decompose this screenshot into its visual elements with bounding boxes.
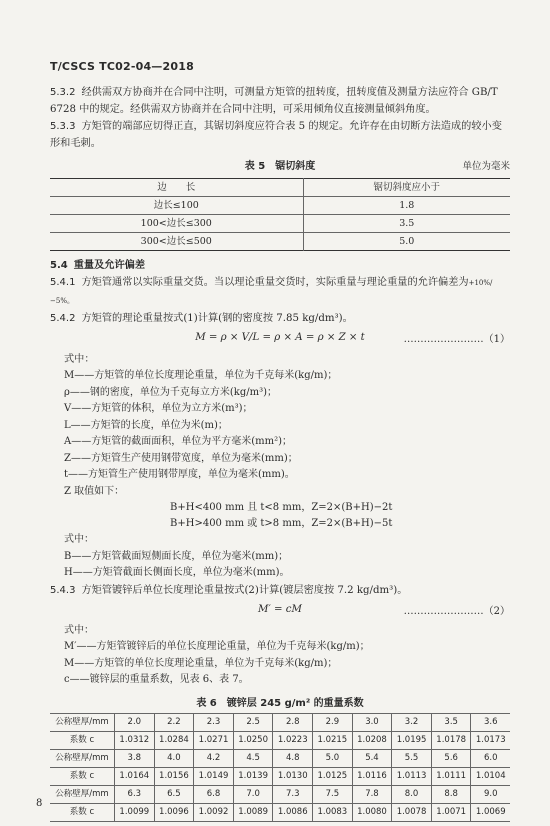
table-cell: 1.0083	[313, 803, 353, 821]
table-cell: 2.2	[154, 713, 194, 731]
row-label: 公称壁厚/mm	[50, 713, 115, 731]
table-header-cell: 锯切斜度应小于	[303, 179, 510, 197]
definition-item: M′——方矩管镀锌后的单位长度理论重量，单位为千克每米(kg/m)；	[64, 641, 370, 652]
table-cell: 1.0099	[115, 803, 155, 821]
table-cell: 1.0089	[233, 803, 273, 821]
thickness-row	[50, 713, 510, 731]
table-cell: 1.0092	[194, 803, 234, 821]
clause-number: 5.4.2	[50, 313, 76, 324]
table-cell: 3.5	[431, 713, 471, 731]
table-cell: 4.8	[273, 749, 313, 767]
table-cell: 1.0069	[471, 803, 510, 821]
table-cell: 5.4	[352, 749, 392, 767]
table-cell: 1.0139	[233, 767, 273, 785]
table-cell: 7.8	[352, 785, 392, 803]
formula-expression: M′ = cM	[258, 603, 302, 615]
table-cell: 1.0195	[392, 731, 432, 749]
table-cell: 100<边长≤300	[50, 215, 303, 233]
table-cell: 1.0104	[471, 767, 510, 785]
table-cell: 1.0271	[194, 731, 234, 749]
table5	[50, 178, 510, 251]
clause-text: 方矩管镀锌后单位长度理论重量按式(2)计算(镀层密度按 7.2 kg/dm³)。	[81, 584, 408, 596]
thickness-row	[50, 749, 510, 767]
table-row	[50, 233, 510, 251]
table-cell: 1.0080	[352, 803, 392, 821]
table-cell: 1.0130	[273, 767, 313, 785]
table-cell: 1.0208	[352, 731, 392, 749]
table6-body	[50, 713, 510, 821]
table-cell: 1.0096	[154, 803, 194, 821]
clause-text: 经供需双方协商并在合同中注明，可测量方矩管的扭转度，扭转度值及测量方法应符合 GB/T 6728 中的规定。经供需双方协商并在合同中注明，可采用倾角仪直接测量倾斜角度。	[50, 87, 498, 115]
table-cell: 7.3	[273, 785, 313, 803]
where-label: 式中：	[64, 534, 94, 545]
formula-number: ……………………（2）	[403, 605, 510, 617]
definition-item: c——镀锌层的重量系数，见表 6、表 7。	[64, 674, 249, 685]
where-label: 式中：	[64, 354, 95, 365]
definition-item: L——方矩管的长度，单位为米(m)；	[64, 419, 228, 431]
table-header-cell: 边 长	[50, 179, 303, 197]
table-cell: 1.0178	[431, 731, 471, 749]
definitions-3	[50, 623, 510, 689]
clause-number: 5.3.2	[50, 87, 76, 98]
section-5-4-heading	[50, 257, 510, 274]
table-cell: 8.8	[431, 785, 471, 803]
definitions-2	[50, 532, 510, 582]
table-cell: 1.8	[303, 197, 510, 215]
formula-2	[50, 601, 510, 621]
formula-expression: M = ρ × V/L = ρ × A = ρ × Z × t	[195, 332, 365, 343]
clause-text: 方矩管通常以实际重量交货。当以理论重量交货时，实际重量与理论重量的允许偏差为	[81, 277, 469, 288]
row-label: 系数 c	[50, 767, 115, 785]
table-cell: 1.0250	[233, 731, 273, 749]
definition-item: t——方矩管生产使用钢带厚度，单位为毫米(mm)。	[64, 469, 295, 480]
table-cell: 6.8	[194, 785, 234, 803]
table-cell: 1.0223	[273, 731, 313, 749]
clause-number: 5.3.3	[50, 121, 76, 132]
clause-5-3-2	[50, 84, 510, 118]
row-label: 系数 c	[50, 803, 115, 821]
formula-number: ……………………（1）	[403, 334, 510, 345]
row-label: 系数 c	[50, 731, 115, 749]
table-cell: 1.0156	[154, 767, 194, 785]
table-cell: 2.0	[115, 713, 155, 731]
clause-number: 5.4.3	[50, 584, 76, 596]
table-cell: 7.5	[313, 785, 353, 803]
table6	[50, 713, 510, 822]
table-cell: 2.9	[313, 713, 353, 731]
table-cell: 300<边长≤500	[50, 233, 303, 251]
table-cell: 2.5	[233, 713, 273, 731]
table-cell: 3.8	[115, 749, 155, 767]
table-cell: 3.2	[392, 713, 432, 731]
table-cell: 1.0113	[392, 767, 432, 785]
clause-text: 方矩管的端部应切得正直，其锯切斜度应符合表 5 的规定。允许存在由切断方法造成的较小变形和毛刺。	[50, 121, 502, 149]
table-cell: 4.2	[194, 749, 234, 767]
section-title: 重量及允许偏差	[73, 260, 146, 271]
table-cell: 1.0149	[194, 767, 234, 785]
table-cell: 8.0	[392, 785, 432, 803]
page-number: 8	[36, 798, 43, 809]
definition-item: M——方矩管的单位长度理论重量，单位为千克每米(kg/m)；	[64, 370, 338, 381]
section-number: 5.4	[50, 260, 68, 271]
table-cell: 4.0	[154, 749, 194, 767]
table-cell: 5.0	[313, 749, 353, 767]
definitions-1	[50, 368, 510, 500]
definition-item: B——方矩管截面短侧面长度，单位为毫米(mm)；	[64, 550, 289, 562]
table-cell: 1.0164	[115, 767, 155, 785]
table-cell: 3.5	[303, 215, 510, 233]
row-label: 公称壁厚/mm	[50, 785, 115, 803]
table-cell: 6.5	[154, 785, 194, 803]
table-cell: 1.0078	[392, 803, 432, 821]
table-cell: 2.8	[273, 713, 313, 731]
table-cell: 1.0086	[273, 803, 313, 821]
where-label: 式中：	[64, 624, 94, 636]
table6-caption: 表 6 镀锌层 245 g/m² 的重量系数	[196, 697, 364, 709]
tolerance-value: +10%/−5%。	[50, 279, 493, 305]
table-cell: 1.0284	[154, 731, 194, 749]
table-cell: 1.0173	[471, 731, 510, 749]
table-cell: 6.0	[471, 749, 510, 767]
definition-item: A——方矩管的截面面积，单位为平方毫米(mm²)；	[64, 436, 292, 447]
coefficient-row	[50, 731, 510, 749]
table-cell: 边长≤100	[50, 197, 303, 215]
clause-number: 5.4.1	[50, 277, 76, 288]
table-row	[50, 215, 510, 233]
table5-unit: 单位为毫米	[462, 161, 510, 172]
z-condition: B+H<400 mm 且 t<8 mm，Z=2×(B+H)−2t	[170, 502, 393, 513]
table-row	[50, 197, 510, 215]
clause-5-4-3	[50, 582, 510, 599]
thickness-row	[50, 785, 510, 803]
table-cell: 5.6	[431, 749, 471, 767]
z-condition: B+H>400 mm 或 t>8 mm，Z=2×(B+H)−5t	[170, 518, 393, 529]
table5-caption: 表 5 锯切斜度	[244, 161, 316, 172]
table-cell: 7.0	[233, 785, 273, 803]
clause-5-4-2	[50, 310, 510, 327]
definition-item: H——方矩管截面长侧面长度，单位为毫米(mm)。	[64, 567, 290, 578]
table-cell: 1.0071	[431, 803, 471, 821]
table-cell: 1.0125	[313, 767, 353, 785]
definition-item: M——方矩管的单位长度理论重量，单位为千克每米(kg/m)；	[64, 657, 338, 669]
table-cell: 5.0	[303, 233, 510, 251]
z-intro: Z 取值如下：	[64, 485, 125, 497]
table-cell: 2.3	[194, 713, 234, 731]
table5-caption-row	[50, 156, 510, 178]
clause-text: 方矩管的理论重量按式(1)计算(钢的密度按 7.85 kg/dm³)。	[81, 313, 353, 324]
row-label: 公称壁厚/mm	[50, 749, 115, 767]
table-cell: 9.0	[471, 785, 510, 803]
standard-number: T/CSCS TC02-04—2018	[50, 60, 194, 73]
table6-caption-row	[50, 693, 510, 713]
table-cell: 1.0215	[313, 731, 353, 749]
definition-item: Z——方矩管生产使用钢带宽度，单位为毫米(mm)；	[64, 452, 298, 464]
z-conditions	[50, 500, 510, 532]
table-cell: 1.0116	[352, 767, 392, 785]
coefficient-row	[50, 767, 510, 785]
clause-5-4-1	[50, 274, 510, 310]
table-cell: 1.0111	[431, 767, 471, 785]
definition-item: V——方矩管的体积，单位为立方米(m³)；	[64, 403, 253, 414]
table-header-row	[50, 179, 510, 197]
table-cell: 6.3	[115, 785, 155, 803]
table-cell: 5.5	[392, 749, 432, 767]
table-cell: 4.5	[233, 749, 273, 767]
formula-1	[50, 329, 510, 349]
definition-item: ρ——钢的密度，单位为千克每立方米(kg/m³)；	[64, 386, 278, 398]
page-content	[50, 84, 510, 822]
table-cell: 1.0312	[115, 731, 155, 749]
table-cell: 3.0	[352, 713, 392, 731]
table-cell: 3.6	[471, 713, 510, 731]
clause-5-3-3	[50, 118, 510, 152]
coefficient-row	[50, 803, 510, 821]
